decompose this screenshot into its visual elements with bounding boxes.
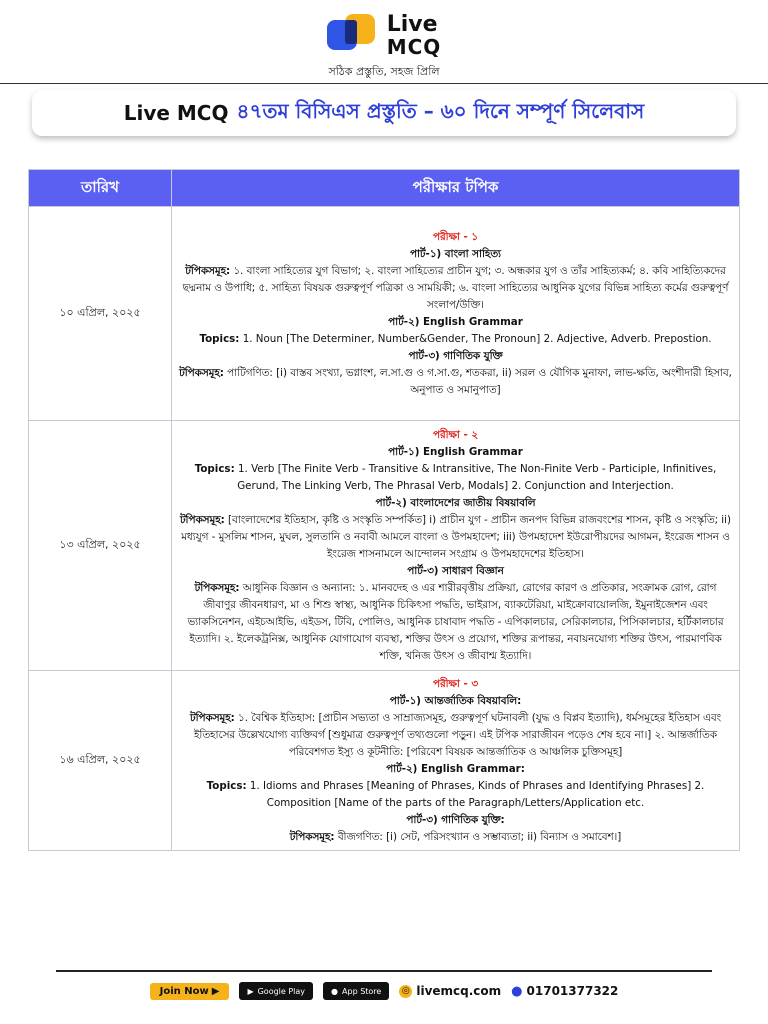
- header-date: তারিখ: [29, 170, 172, 207]
- topics-text: 1. Idioms and Phrases [Meaning of Phrases, Kinds of Phrases and Identifying Phrases] 2. Composition [Name of the parts of the Paragraph/Letters/Application etc.: [249, 779, 705, 809]
- table-row: [29, 421, 740, 671]
- part-title: পার্ট-১) English Grammar: [388, 445, 523, 458]
- part-title: পার্ট-২) বাংলাদেশের জাতীয় বিষয়াবলি: [375, 496, 536, 509]
- topics-label: Topics:: [194, 462, 235, 475]
- row-date: ১৬ এপ্রিল, ২০২৫: [29, 671, 172, 851]
- part-topics: [178, 710, 733, 761]
- topics-label: টপিকসমূহ:: [179, 513, 225, 526]
- part-title: পার্ট-৩) সাধারণ বিজ্ঞান: [407, 564, 504, 577]
- website-link[interactable]: [399, 984, 501, 998]
- part-title: পার্ট-২) English Grammar:: [386, 762, 525, 775]
- part-title: পার্ট-৩) গাণিতিক যুক্তি:: [406, 813, 505, 826]
- brand-tagline: সঠিক প্রস্তুতি, সহজ প্রিলি: [328, 65, 440, 78]
- google-play-badge[interactable]: [239, 982, 313, 1000]
- part-topics: [178, 829, 733, 846]
- page-title: ৪৭তম বিসিএস প্রস্তুতি – ৬০ দিনে সম্পূর্ণ সিলেবাস: [236, 98, 645, 123]
- header-divider: [0, 83, 768, 84]
- phone-user-icon: ●: [511, 983, 523, 999]
- schedule-table: [28, 169, 740, 851]
- part-topics: [178, 365, 733, 399]
- website-text: livemcq.com: [416, 984, 502, 998]
- row-topics: [172, 671, 740, 851]
- brand-logo: [0, 14, 768, 82]
- topics-label: Topics:: [206, 779, 247, 792]
- part-title: পার্ট-৩) গাণিতিক যুক্তি: [408, 349, 503, 362]
- page-title-banner: [32, 90, 736, 136]
- topics-label: টপিকসমূহ:: [179, 366, 224, 379]
- table-row: [29, 671, 740, 851]
- topics-text: [বাংলাদেশের ইতিহাস, কৃষ্টি ও সংস্কৃতি সম্পর্কিত] i) প্রাচীন যুগ - প্রাচীন জনপদ বিভিন্ন রাজবংশের শাসন, কৃষ্টি ও সংস্কৃতি; ii) মধ্যযুগ - মুসলিম শাসন, মুঘল, সুলতানি ও নবাবী আমলে বাংলা ও উপমহাদেশ; iii) উপমহাদেশ ইউরোপীয়দের আগমন, ইংরেজ শাসন ও ইংরেজ শাসনামলে আন্দোলন সংগ্রাম ও উপমহাদেশের ইতিহাস।: [181, 513, 732, 560]
- topics-text: ১. বাংলা সাহিত্যের যুগ বিভাগ; ২. বাংলা সাহিত্যের প্রাচীন যুগ; ৩. অন্ধকার যুগ ও তাঁর সাহিত্যকর্ম; ৪. কবি সাহিত্যিকদের ছদ্মনাম ও উপাধি; ৫. সাহিত্য বিষয়ক গুরুত্বপূর্ণ পত্রিকা ও সাময়িকী; ৬. বাংলা সাহিত্যের আধুনিক যুগের বিভিন্ন সাহিত্য কর্মের গুরুত্বপূর্ণ সংলাপ/উক্তি।: [182, 264, 729, 311]
- row-date: ১৩ এপ্রিল, ২০২৫: [29, 421, 172, 671]
- phone-text: 01701377322: [526, 984, 619, 998]
- banner-brand: Live MCQ: [123, 101, 229, 125]
- play-arrow-icon: ▶: [211, 985, 220, 997]
- topics-text: ১. বৈশ্বিক ইতিহাস: [প্রাচীন সভ্যতা ও সাম্রাজ্যসমূহ, গুরুত্বপূর্ণ ঘটনাবলী (যুদ্ধ ও বিপ্লব ইত্যাদি), ধর্মসমূহের ইতিহাস এবং ইতিহাসের উল্লেখযোগ্য ব্যক্তিবর্গ [শুধুমাত্র গুরুত্বপূর্ণ তথ্যগুলো পড়ুন। এই টপিক সারাজীবন পড়েও শেষ হবে না।] ২. আন্তর্জাতিক পরিবেশগত ইস্যু ও কূটনীতি: [পরিবেশ বিষয়ক আন্তর্জাতিক ও আঞ্চলিক চুক্তিসমূহ]: [194, 711, 722, 758]
- exam-title: পরীক্ষা - ১: [432, 230, 479, 243]
- join-now-label: Join Now: [159, 985, 209, 997]
- part-topics: [178, 461, 733, 495]
- topics-text: বীজগণিত: [i) সেট, পরিসংখ্যান ও সম্ভাব্যতা; ii) বিন্যাস ও সমাবেশ।]: [337, 830, 622, 843]
- topics-label: টপিকসমূহ:: [189, 711, 235, 724]
- topics-label: টপিকসমূহ:: [185, 264, 231, 277]
- part-title: পার্ট-২) English Grammar: [388, 315, 523, 328]
- apple-icon: ●: [331, 986, 339, 996]
- part-title: পার্ট-১) বাংলা সাহিত্য: [409, 247, 502, 260]
- google-play-label: Google Play: [257, 986, 306, 996]
- row-date: ১০ এপ্রিল, ২০২৫: [29, 207, 172, 421]
- topics-label: টপিকসমূহ:: [289, 830, 335, 843]
- join-now-button[interactable]: [150, 983, 230, 1000]
- topics-text: 1. Noun [The Determiner, Number&Gender, The Pronoun] 2. Adjective, Adverb. Prepostion.: [242, 332, 712, 345]
- topics-text: আধুনিক বিজ্ঞান ও অন্যান্য: ১. মানবদেহ ও এর শারীরবৃত্তীয় প্রক্রিয়া, রোগের কারণ ও প্রতিকার, সংক্রামক রোগ, রোগ জীবাণুর জীবনধারণ, মা ও শিশু স্বাস্থ্য, আধুনিক চিকিৎসা পদ্ধতি, ভাইরাস, ব্যাকটেরিয়া, মাইক্রোবায়োলজি, ইমুনাইজেশন এবং ভ্যাকসিনেশন, এইচআইভি, এইডস, টিবি, পোলিও, আধুনিক চাষাবাদ পদ্ধতি - এপিকালচার, সেরিকালচার, পিসিকালচার, হর্টিকালচার ইত্যাদি। ২. ইলেকট্রনিক্স, আধুনিক যোগাযোগ ব্যবস্থা, শক্তির উৎস ও প্রয়োগ, শক্তির রূপান্তর, নবায়নযোগ্য শক্তির উৎস, পারমাণবিক শক্তি, খনিজ উৎস ও জীবাশ্ম ইত্যাদি।: [187, 581, 724, 662]
- table-row: [29, 207, 740, 421]
- topics-label: Topics:: [199, 332, 240, 345]
- part-topics: [178, 580, 733, 665]
- part-title: পার্ট-১) আন্তর্জাতিক বিষয়াবলি:: [389, 694, 522, 707]
- row-topics: [172, 421, 740, 671]
- topics-text: পাটিগণিত: [i) বাস্তব সংখ্যা, ভগ্নাংশ, ল.সা.গু ও গ.সা.গু, শতকরা, ii) সরল ও যৌগিক মুনাফা, লাভ-ক্ষতি, অংশীদারী হিসাব, অনুপাত ও সমানুপাত]: [227, 366, 732, 396]
- row-topics: [172, 207, 740, 421]
- part-topics: [178, 512, 733, 563]
- google-play-icon: ▶: [247, 986, 254, 996]
- part-topics: [178, 331, 733, 348]
- topics-text: 1. Verb [The Finite Verb - Transitive & Intransitive, The Non-Finite Verb - Participle, Infinitives, Gerund, The Linking Verb, The Phrasal Verb, Modals] 2. Conjunction and Interjection.: [237, 462, 717, 492]
- footer: [0, 982, 768, 1000]
- exam-title: পরীক্ষা - ৩: [432, 677, 479, 690]
- brand-line1: Live: [386, 12, 438, 37]
- phone-contact[interactable]: [511, 984, 618, 999]
- globe-icon: ◎: [399, 985, 412, 998]
- part-topics: [178, 778, 733, 812]
- footer-divider: [56, 970, 712, 972]
- header-topic: পরীক্ষার টপিক: [172, 170, 740, 207]
- app-store-badge[interactable]: [323, 982, 389, 1000]
- topics-label: টপিকসমূহ:: [194, 581, 240, 594]
- live-mcq-logo-icon: [327, 14, 381, 58]
- brand-line2: MCQ: [386, 35, 442, 59]
- exam-title: পরীক্ষা - ২: [432, 428, 479, 441]
- part-topics: [178, 263, 733, 314]
- app-store-label: App Store: [342, 986, 382, 996]
